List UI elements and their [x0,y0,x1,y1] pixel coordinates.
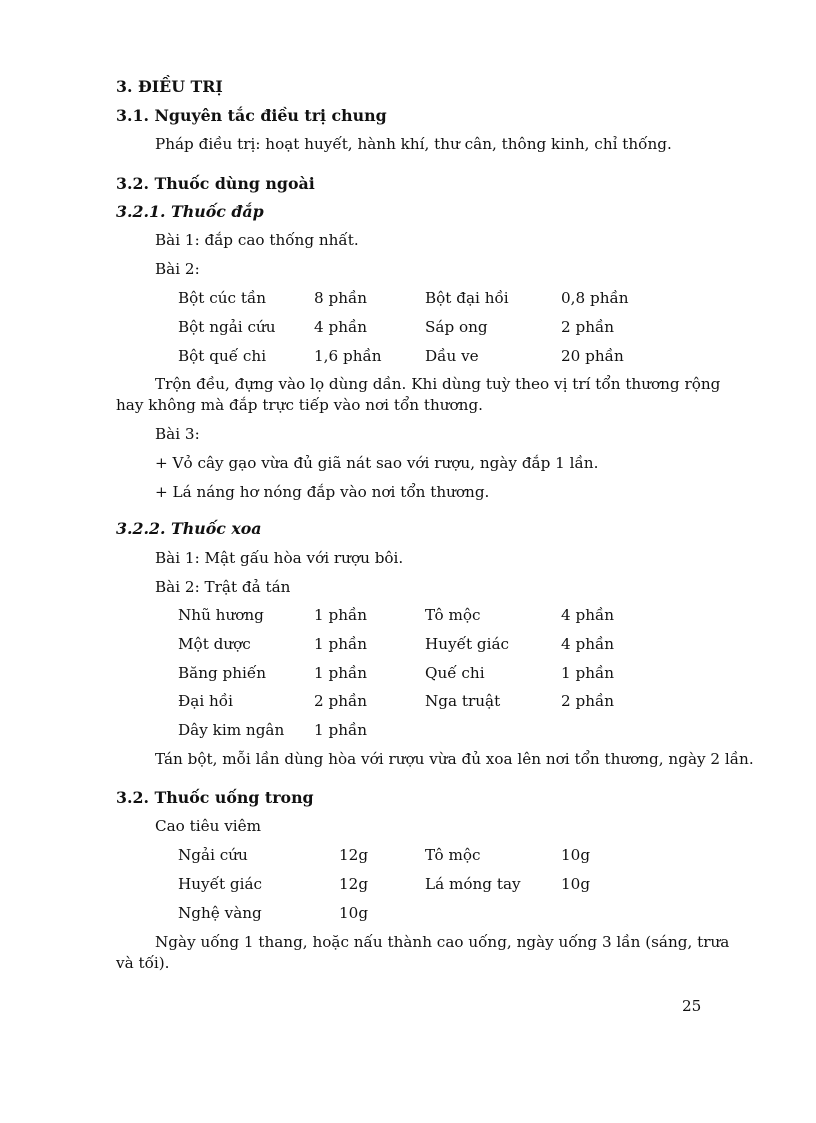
liniment-recipe-2-label: Bài 2: Trật đả tán [155,578,291,596]
ingredient-amount: 10g [561,846,591,864]
poultice-recipe-2-label: Bài 2: [155,260,200,278]
ingredient-amount: 12g [339,846,369,864]
general-principle-text: Pháp điều trị: hoạt huyết, hành khí, thư cân, thông kinh, chỉ thống. [155,135,672,153]
ingredient-name: Dầu ve [425,347,479,365]
poultice-usage-line-2: hay không mà đắp trực tiếp vào nơi tổn thương. [116,396,484,414]
oral-remedy-name: Cao tiêu viêm [155,817,262,835]
ingredient-name: Nhũ hương [178,606,264,624]
poultice-usage-line-1: Trộn đều, đựng vào lọ dùng dần. Khi dùng tuỳ theo vị trí tổn thương rộng [155,375,721,393]
ingredient-amount: 8 phần [314,289,368,307]
ingredient-name: Tô mộc [425,846,481,864]
section-heading-treatment: 3. ĐIỀU TRỊ [116,77,223,96]
ingredient-name: Sáp ong [425,318,488,336]
ingredient-amount: 12g [339,875,369,893]
subsection-heading-external-medicine: 3.2. Thuốc dùng ngoài [116,174,315,193]
ingredient-name: Băng phiến [178,664,267,682]
ingredient-name: Ngải cứu [178,846,248,864]
liniment-recipe-1: Bài 1: Mật gấu hòa với rượu bôi. [155,549,404,567]
oral-usage-line-2: và tối). [116,954,170,972]
ingredient-amount: 10g [339,904,369,922]
subsection-heading-oral-medicine: 3.2. Thuốc uống trong [116,788,314,807]
ingredient-name: Bột ngải cứu [178,318,276,336]
ingredient-name: Quế chi [425,664,485,682]
ingredient-amount: 1,6 phần [314,347,382,365]
ingredient-amount: 1 phần [314,664,368,682]
ingredient-amount: 2 phần [561,692,615,710]
ingredient-name: Đại hồi [178,692,233,710]
ingredient-amount: 1 phần [314,635,368,653]
ingredient-name: Huyết giác [178,875,263,893]
subsubsection-heading-liniment: 3.2.2. Thuốc xoa [116,519,262,538]
ingredient-amount: 20 phần [561,347,624,365]
ingredient-name: Lá móng tay [425,875,521,893]
ingredient-name: Nga truật [425,692,501,710]
liniment-usage: Tán bột, mỗi lần dùng hòa với rượu vừa đủ xoa lên nơi tổn thương, ngày 2 lần. [155,750,754,768]
poultice-recipe-3-label: Bài 3: [155,425,200,443]
ingredient-name: Bột quế chi [178,347,267,365]
ingredient-amount: 0,8 phần [561,289,629,307]
ingredient-name: Bột cúc tần [178,289,267,307]
ingredient-name: Một dược [178,635,251,653]
ingredient-amount: 4 phần [314,318,368,336]
subsubsection-heading-poultice: 3.2.1. Thuốc đắp [116,202,264,221]
ingredient-name: Tô mộc [425,606,481,624]
ingredient-amount: 1 phần [314,721,368,739]
page-number: 25 [682,997,702,1015]
ingredient-name: Huyết giác [425,635,510,653]
ingredient-amount: 2 phần [561,318,615,336]
ingredient-amount: 4 phần [561,606,615,624]
list-item: + Lá náng hơ nóng đắp vào nơi tổn thương. [155,483,490,501]
list-item: + Vỏ cây gạo vừa đủ giã nát sao với rượu, ngày đắp 1 lần. [155,454,599,472]
ingredient-name: Dây kim ngân [178,721,285,739]
ingredient-amount: 2 phần [314,692,368,710]
ingredient-amount: 1 phần [561,664,615,682]
ingredient-name: Bột đại hồi [425,289,509,307]
oral-usage-line-1: Ngày uống 1 thang, hoặc nấu thành cao uống, ngày uống 3 lần (sáng, trưa [155,933,730,951]
ingredient-name: Nghệ vàng [178,904,262,922]
ingredient-amount: 4 phần [561,635,615,653]
ingredient-amount: 1 phần [314,606,368,624]
ingredient-amount: 10g [561,875,591,893]
subsection-heading-general-principle: 3.1. Nguyên tắc điều trị chung [116,106,387,125]
poultice-recipe-1: Bài 1: đắp cao thống nhất. [155,231,359,249]
